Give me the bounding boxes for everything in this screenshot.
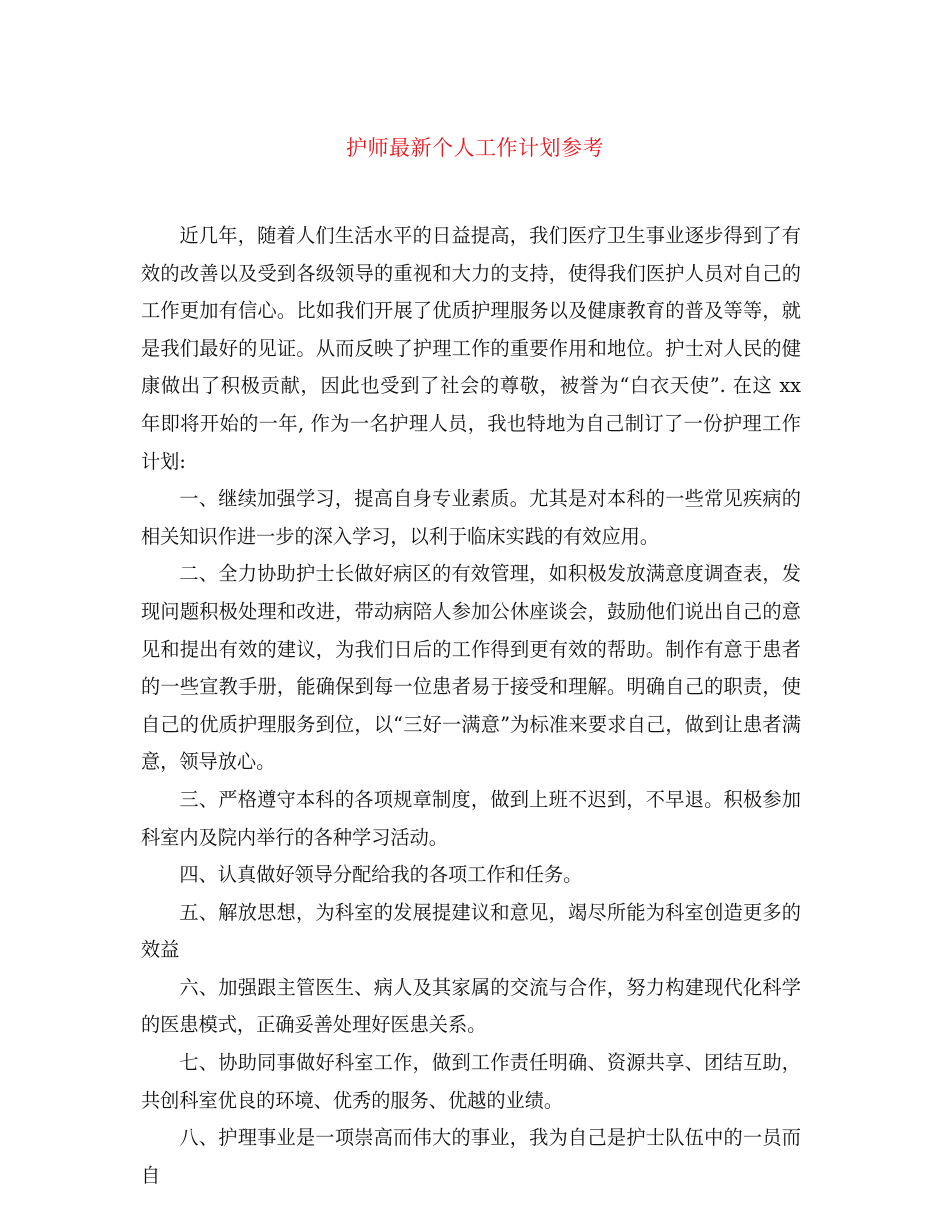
paragraph-intro: 近几年，随着人们生活水平的日益提高，我们医疗卫生事业逐步得到了有效的改善以及受到各级领导的重视和大力的支持，使得我们医护人员对自己的工作更加有信心。比如我们开展了优质护理服务以及健康教育的普及等等，就是我们最好的见证。从而反映了护理工作的重要作用和地位。护士对人民的健康做出了积极贡献，因此也受到了社会的尊敬，被誉为“白衣天使”. 在这 xx 年即将开始的一年, 作为一名护理人员，我也特地为自己制订了一份护理工作计划: <box>141 224 801 473</box>
paragraph-item-2: 二、全力协助护士长做好病区的有效管理，如积极发放满意度调查表，发现问题积极处理和改进，带动病陪人参加公休座谈会，鼓励他们说出自己的意见和提出有效的建议，为我们日后的工作得到更有效的帮助。制作有意于患者的一些宣教手册，能确保到每一位患者易于接受和理解。明确自己的职责，使自己的优质护理服务到位，以“三好一满意”为标准来要求自己，做到让患者满意，领导放心。 <box>141 562 801 774</box>
document-body <box>141 217 801 1194</box>
paragraph-item-6: 六、加强跟主管医生、病人及其家属的交流与合作，努力构建现代化科学的医患模式，正确妥善处理好医患关系。 <box>141 975 801 1037</box>
paragraph-item-8: 八、护理事业是一项崇高而伟大的事业，我为自己是护士队伍中的一员而自 <box>141 1126 801 1187</box>
document-title: 护师最新个人工作计划参考 <box>346 136 604 160</box>
paragraph-item-7: 七、协助同事做好科室工作，做到工作责任明确、资源共享、团结互助，共创科室优良的环境、优秀的服务、优越的业绩。 <box>141 1051 801 1112</box>
paragraph-item-1: 一、继续加强学习，提高自身专业素质。尤其是对本科的一些常见疾病的相关知识作进一步的深入学习，以利于临床实践的有效应用。 <box>141 487 801 548</box>
paragraph-item-3: 三、严格遵守本科的各项规章制度，做到上班不迟到，不早退。积极参加科室内及院内举行的各种学习活动。 <box>141 787 801 849</box>
paragraph-item-5: 五、解放思想，为科室的发展提建议和意见，竭尽所能为科室创造更多的效益 <box>141 900 801 962</box>
paragraph-item-4: 四、认真做好领导分配给我的各项工作和任务。 <box>179 863 583 887</box>
